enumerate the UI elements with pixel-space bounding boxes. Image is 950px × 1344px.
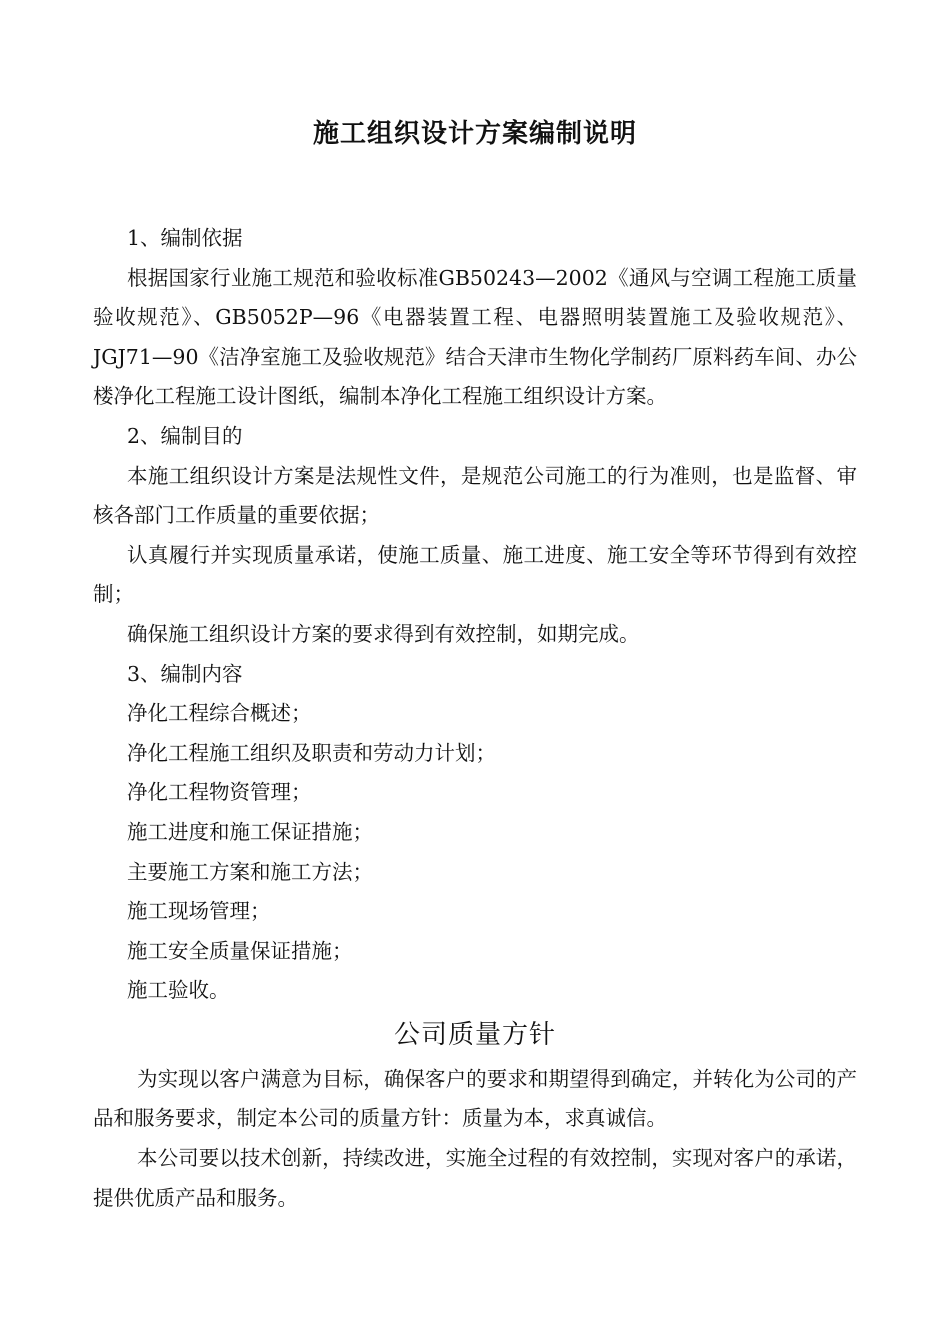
quality-policy-paragraph: 本公司要以技术创新，持续改进，实施全过程的有效控制，实现对客户的承诺，提供优质产品和服务。 (93, 1146, 857, 1210)
document-title: 施工组织设计方案编制说明 (312, 119, 637, 149)
section-2-paragraph: 本施工组织设计方案是法规性文件，是规范公司施工的行为准则，也是监督、审核各部门工作质量的重要依据； (93, 463, 857, 528)
section-2-paragraph: 认真履行并实现质量承诺，使施工质量、施工进度、施工安全等环节得到有效控制； (93, 542, 857, 607)
section-3-list-item: 施工验收。 (127, 978, 230, 1003)
section-3-heading: 3、编制内容 (127, 661, 243, 686)
document-body (93, 219, 857, 1218)
section-3-list-item: 主要施工方案和施工方法； (127, 859, 373, 884)
section-2-heading: 2、编制目的 (127, 423, 243, 448)
section-3-list-item: 施工安全质量保证措施； (127, 938, 353, 963)
quality-policy-paragraph: 为实现以客户满意为目标，确保客户的要求和期望得到确定，并转化为公司的产品和服务要求，制定本公司的质量方针：质量为本，求真诚信。 (93, 1066, 857, 1131)
section-3-list-item: 净化工程物资管理； (127, 780, 312, 805)
section-2-paragraph: 确保施工组织设计方案的要求得到有效控制，如期完成。 (127, 621, 640, 646)
quality-policy-title: 公司质量方针 (393, 1019, 556, 1050)
section-3-list-item: 净化工程施工组织及职责和劳动力计划； (127, 740, 496, 765)
section-3-list-item: 净化工程综合概述； (127, 701, 312, 726)
section-1-paragraph: 根据国家行业施工规范和验收标准GB50243—2002《通风与空调工程施工质量验收规范》、GB5052P—96《电器装置工程、电器照明装置施工及验收规范》、JGJ71—90《洁净室施工及验收规范》结合天津市生物化学制药厂原料药车间、办公楼净化工程施工设计图纸，编制本净化工程施工组织设计方案。 (93, 265, 857, 409)
section-1-heading: 1、编制依据 (127, 226, 243, 250)
section-3-list-item: 施工现场管理； (127, 899, 271, 924)
section-3-list-item: 施工进度和施工保证措施； (127, 819, 373, 844)
